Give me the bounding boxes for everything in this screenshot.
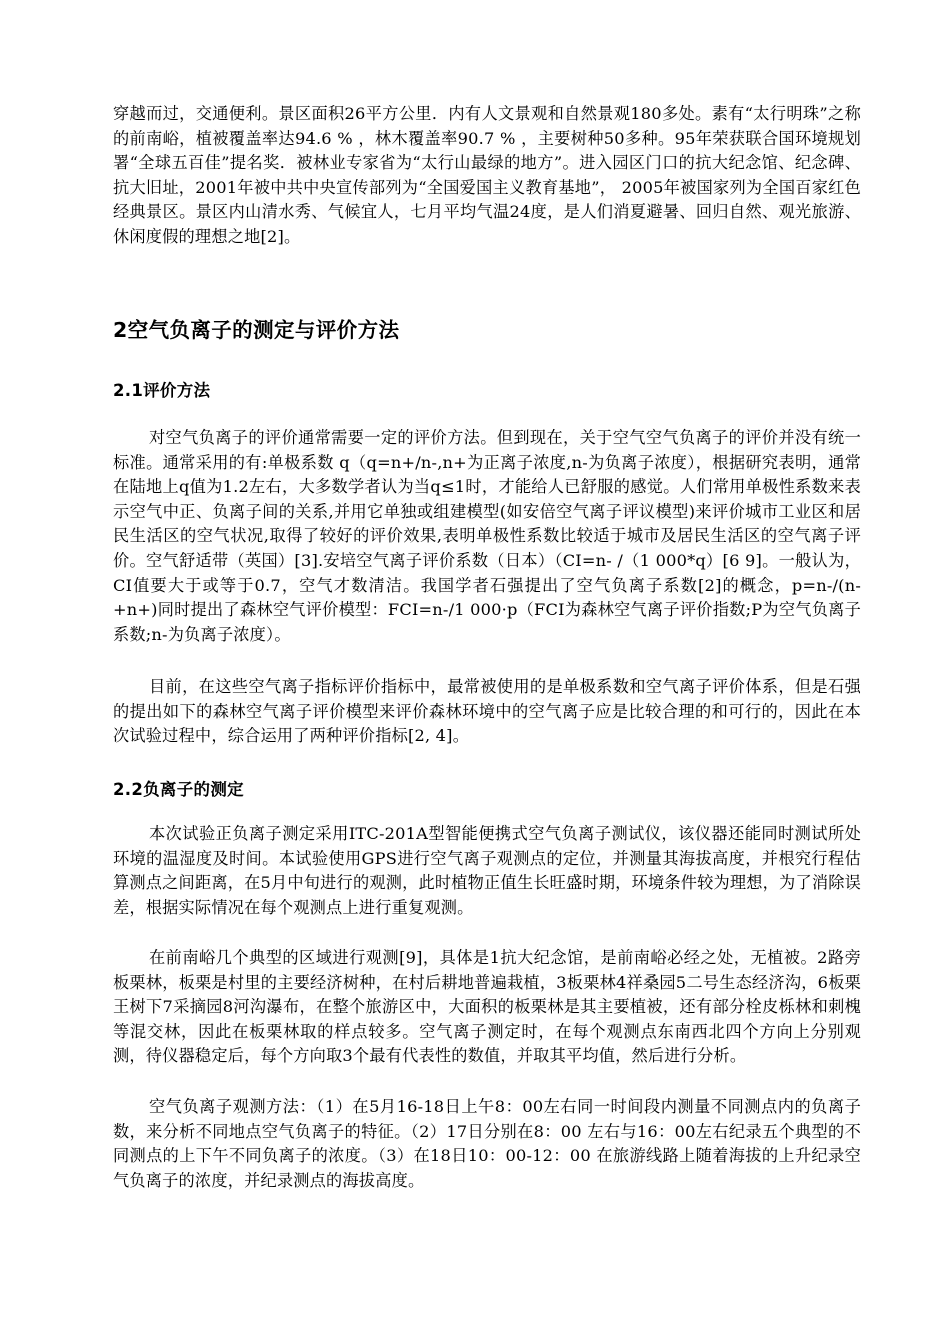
section-2-2-paragraph-1: 本次试验正负离子测定采用ITC-201A型智能便携式空气负离子测试仪，该仪器还能同时测试所处环境的温湿度及时间。本试验使用GPS进行空气离子观测点的定位，并测量其海拔高度，并根究行程估算测点之间距离，在5月中旬进行的观测，此时植物正值生长旺盛时期，环境条件较为理想，为了消除误差，根据实际情况在每个观测点上进行重复观测。 — [113, 824, 861, 917]
section-2-1-heading: 2.1评价方法 — [113, 381, 211, 400]
section-2-1-paragraph-2: 目前，在这些空气离子指标评价指标中，最常被使用的是单极系数和空气离子评价体系，但是石强的提出如下的森林空气离子评价模型来评价森林环境中的空气离子应是比较合理的和可行的，因此在本次试验过程中，综合运用了两种评价指标[2, 4]。 — [113, 677, 861, 746]
section-2-2-paragraph-2: 在前南峪几个典型的区域进行观测[9]，具体是1抗大纪念馆，是前南峪必经之处，无植被。2路旁板栗林，板栗是村里的主要经济树种，在村后耕地普遍栽植，3板栗林4祥桑园5二号生态经济沟，6板栗王树下7采摘园8河沟瀑布，在整个旅游区中，大面积的板栗林是其主要植被，还有部分栓皮栎林和刺槐等混交林，因此在板栗林取的样点较多。空气离子测定时，在每个观测点东南西北四个方向上分别观测，待仪器稳定后，每个方向取3个最有代表性的数值，并取其平均值，然后进行分析。 — [113, 948, 861, 1066]
section-2-heading: 2空气负离子的测定与评价方法 — [113, 318, 400, 342]
section-2-2-paragraph-3: 空气负离子观测方法：（1）在5月16-18日上午8：00左右同一时间段内测量不同测点内的负离子数，来分析不同地点空气负离子的特征。（2）17日分别在8：00 左右与16：00左右纪录五个典型的不同测点的上下午不同负离子的浓度。（3）在18日10：00-12：00 在旅游线路上随着海拔的上升纪录空气负离子的浓度，并纪录测点的海拔高度。 — [113, 1097, 861, 1190]
section-2-1-paragraph-1: 对空气负离子的评价通常需要一定的评价方法。但到现在，关于空气空气负离子的评价并没有统一标准。通常采用的有:单极系数 q（q=n+/n-,n+为正离子浓度,n-为负离子浓度），根据研究表明，通常在陆地上q值为1.2左右，大多数学者认为当q≤1时，才能给人已舒服的感觉。人们常用单极性系数来表示空气中正、负离子间的关系,并用它单独或组建模型(如安倍空气离子评议模型)来评价城市工业区和居民生活区的空气状况,取得了较好的评价效果,表明单极性系数比较适于城市及居民生活区的空气离子评价。空气舒适带（英国）[3].安培空气离子评价系数（日本）（CI=n- /（1 000*q）[6 9]。一般认为，CI值要大于或等于0.7，空气才数清洁。我国学者石强提出了空气负离子系数[2]的概念，p=n-/(n-+n+)同时提出了森林空气评价模型：FCI=n-/1 000·p（FCI为森林空气离子评价指数;P为空气负离子系数;n-为负离子浓度）。 — [113, 428, 861, 644]
section-2-2-heading: 2.2负离子的测定 — [113, 780, 244, 799]
intro-paragraph: 穿越而过，交通便利。景区面积26平方公里．内有人文景观和自然景观180多处。素有“太行明珠”之称的前南峪，植被覆盖率达94.6 % ，林木覆盖率90.7 % ，主要树种50多种。95年荣获联合国环境规划署“全球五百佳”提名奖．被林业专家省为“太行山最绿的地方”。进入园区门口的抗大纪念馆、纪念碑、抗大旧址，2001年被中共中央宣传部列为“全国爱国主义教育基地”， 2005年被国家列为全国百家红色经典景区。景区内山清水秀、气候宜人，七月平均气温24度，是人们消夏避暑、回归自然、观光旅游、休闲度假的理想之地[2]。 — [113, 104, 861, 246]
